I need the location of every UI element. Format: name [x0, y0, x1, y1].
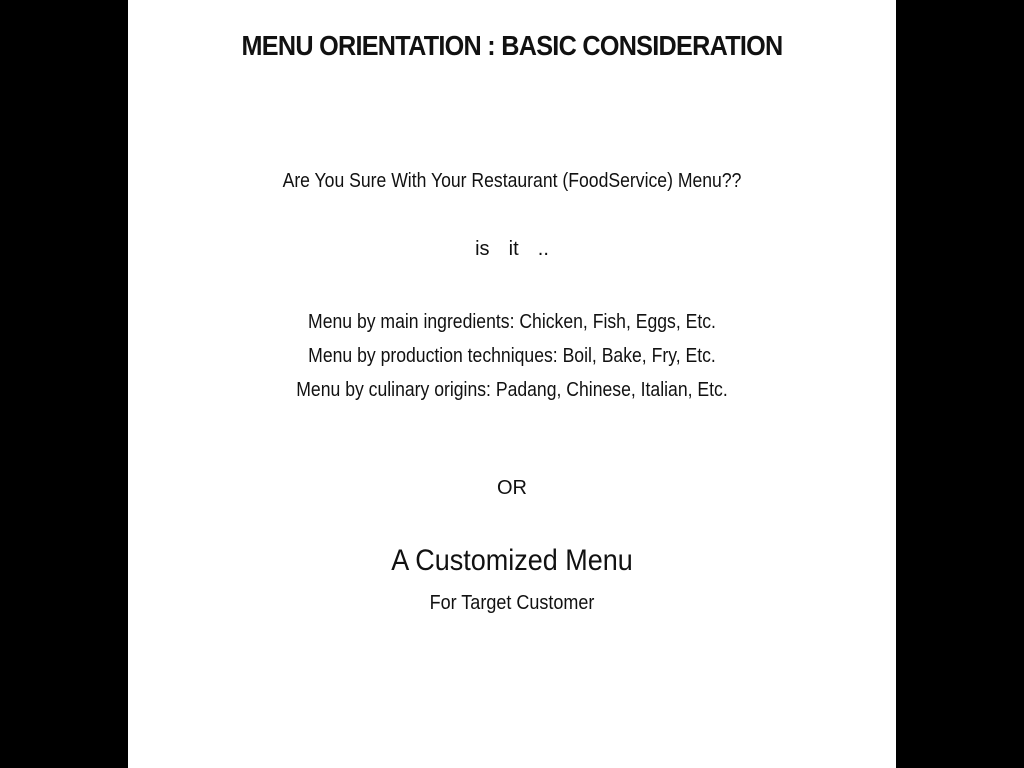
or-text: OR	[497, 477, 527, 499]
target-customer-text: For Target Customer	[429, 592, 595, 614]
slide	[128, 0, 896, 768]
menu-options-list	[128, 305, 896, 407]
list-item: Menu by production techniques: Boil, Bake, Fry, Etc.	[308, 345, 716, 367]
slide-title: MENU ORIENTATION : BASIC CONSIDERATION	[241, 30, 783, 61]
list-item: Menu by culinary origins: Padang, Chinese, Italian, Etc.	[296, 379, 728, 401]
is-it-text: is it ..	[475, 238, 549, 260]
list-item: Menu by main ingredients: Chicken, Fish, Eggs, Etc.	[308, 311, 716, 333]
customized-menu-heading: A Customized Menu	[391, 544, 633, 577]
question-text: Are You Sure With Your Restaurant (FoodService) Menu??	[282, 170, 742, 192]
